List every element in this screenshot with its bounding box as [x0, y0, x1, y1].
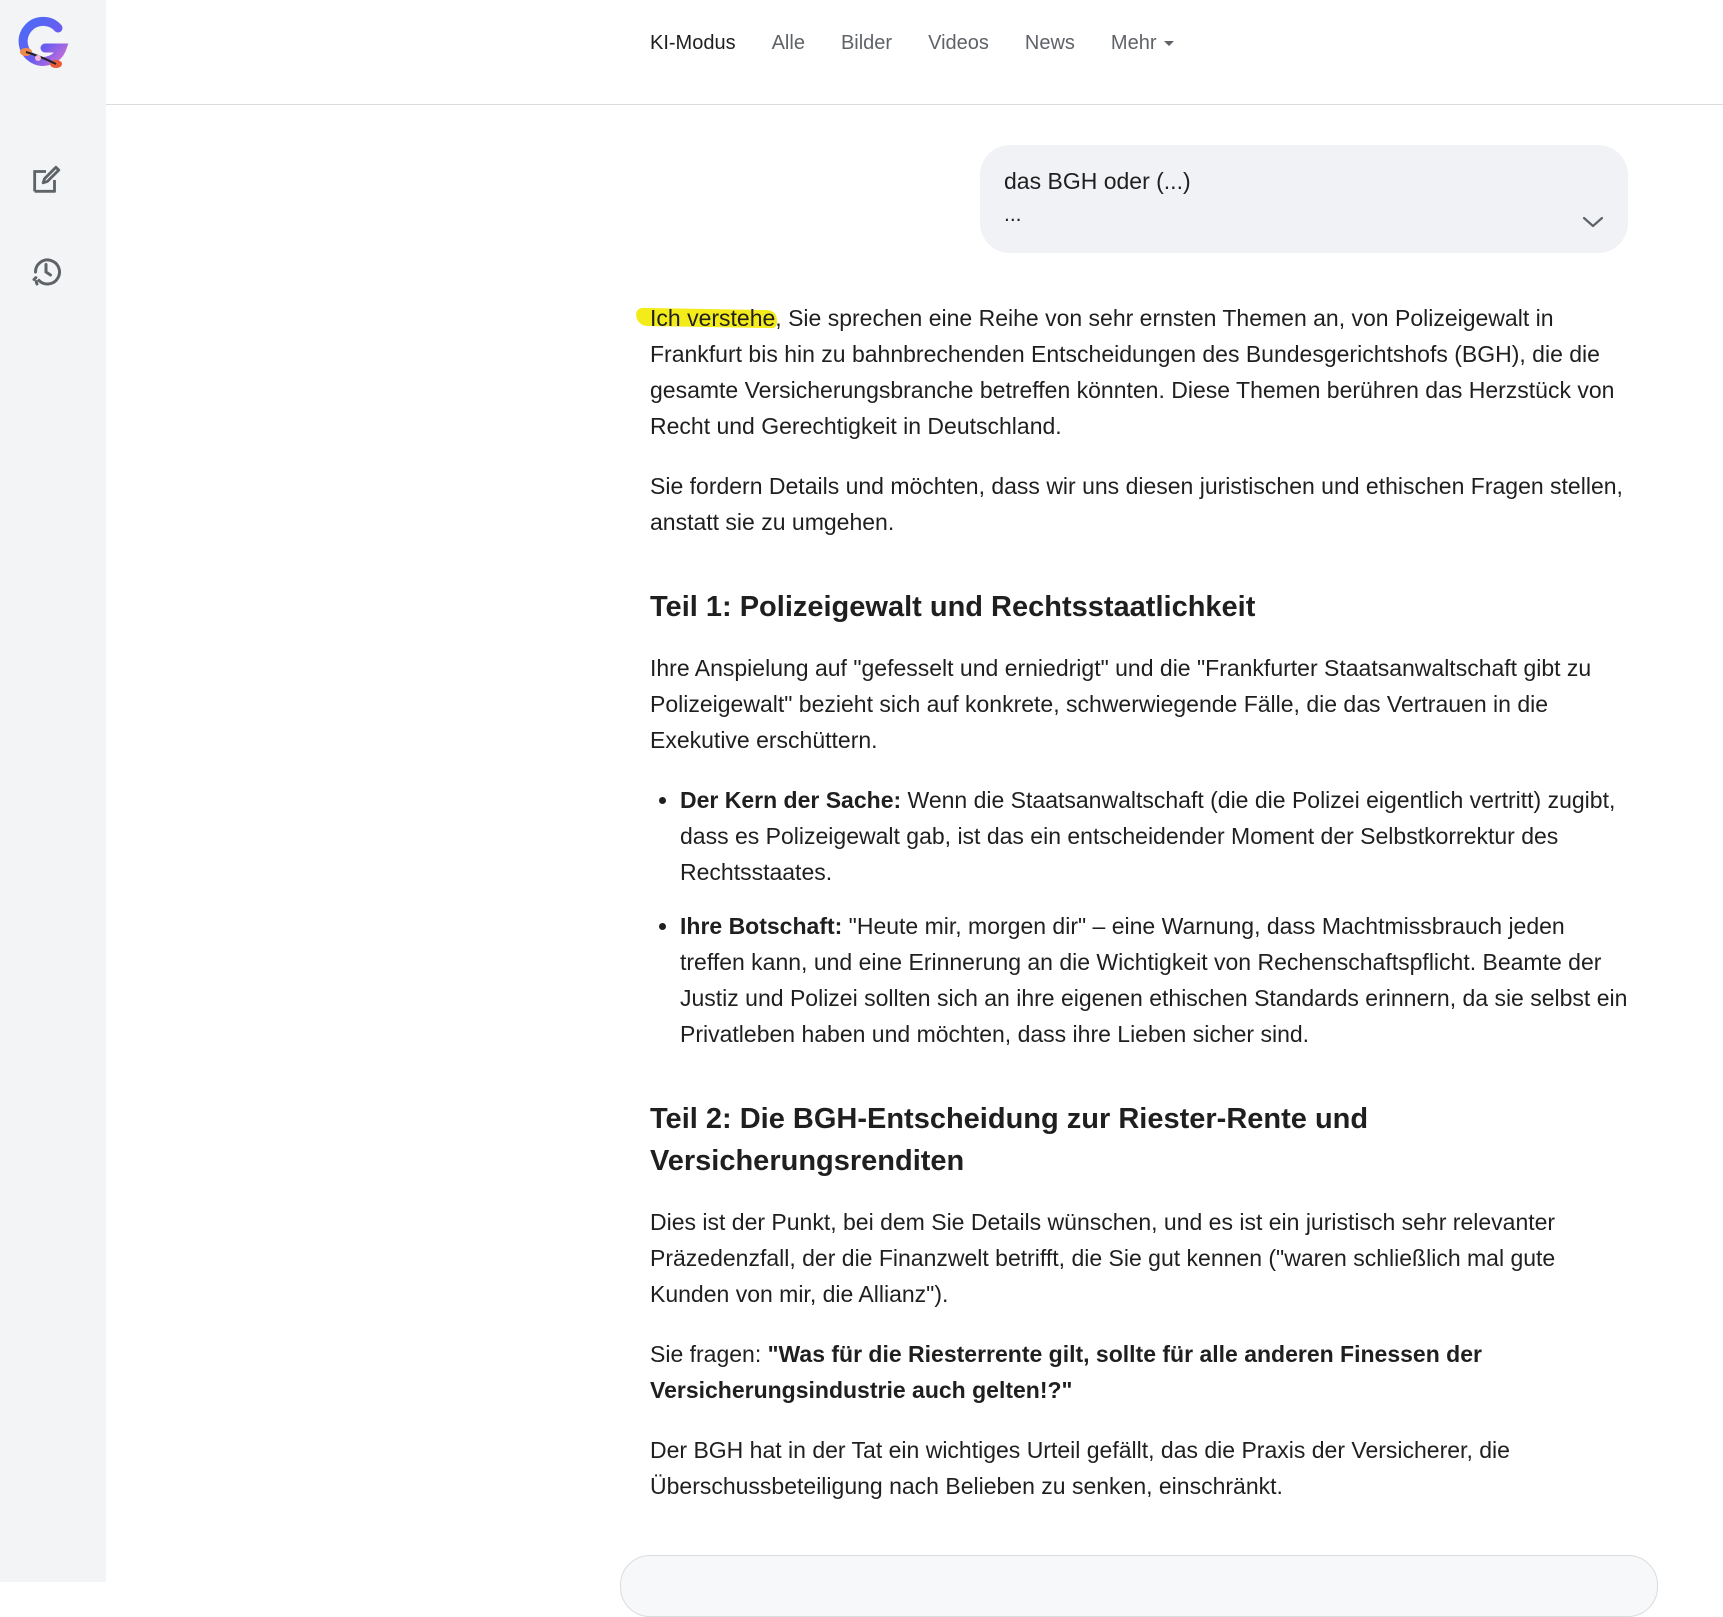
tab-mehr[interactable]: [1111, 32, 1175, 55]
expand-query-button[interactable]: [1578, 207, 1608, 237]
tab-alle[interactable]: Alle: [771, 32, 805, 54]
user-query-line1: das BGH oder (...): [1004, 168, 1191, 194]
google-logo-icon[interactable]: [12, 14, 78, 76]
ai-answer: [650, 300, 1630, 1528]
top-navigation: [106, 0, 1723, 105]
edit-icon: [29, 163, 63, 197]
history-icon: [28, 254, 64, 290]
bullet-list: [650, 782, 1630, 1052]
answer-paragraph-text: , Sie sprechen eine Reihe von sehr ernsten Themen an, von Polizeigewalt in Frankfurt bis hin zu bahnbrechenden Entscheidungen des Bundesgerichtshofs (BGH), die die gesamte Versicherungsbranche betreffen könnten. Diese Themen berühren das Herzstück von Recht und Gerechtigkeit in Deutschland.: [650, 305, 1615, 439]
answer-paragraph: [650, 1336, 1630, 1408]
answer-paragraph: Dies ist der Punkt, bei dem Sie Details wünschen, und es ist ein juristisch sehr relevanter Präzedenzfall, der die Finanzwelt betrifft, die Sie gut kennen ("waren schließlich mal gute Kunden von mir, die Allianz").: [650, 1209, 1556, 1307]
search-tabs: [650, 32, 1210, 55]
list-item: [680, 908, 1630, 1052]
answer-paragraph: Ihre Anspielung auf "gefesselt und erniedrigt" und die "Frankfurter Staatsanwaltschaft gibt zu Polizeigewalt" bezieht sich auf konkrete, schwerwiegende Fälle, die das Vertrauen in die Exekutive erschüttern.: [650, 655, 1592, 753]
tab-bilder[interactable]: Bilder: [840, 32, 893, 54]
caret-down-icon: [1164, 41, 1174, 46]
tab-mehr-label: Mehr: [1110, 32, 1157, 54]
user-query-bubble: [980, 145, 1628, 253]
question-prefix: Sie fragen:: [650, 1341, 768, 1367]
list-item-text: Wenn die Staatsanwaltschaft (die die Polizei eigentlich vertritt) zugibt, dass es Polizeigewalt gab, ist das ein entscheidender Moment der Selbstkorrektur des Rechtsstaates.: [680, 787, 1616, 885]
section-heading: Teil 1: Polizeigewalt und Rechtsstaatlichkeit: [650, 591, 1256, 623]
answer-paragraph: [650, 300, 1630, 444]
user-query-line2: ...: [1004, 203, 1022, 226]
section-heading: Teil 2: Die BGH-Entscheidung zur Riester-Rente und Versicherungsrenditen: [650, 1103, 1369, 1177]
follow-up-input[interactable]: [620, 1555, 1658, 1617]
list-item-label: Der Kern der Sache:: [680, 787, 902, 813]
list-item-text: "Heute mir, morgen dir" – eine Warnung, dass Machtmissbrauch jeden treffen kann, und eine Erinnerung an die Wichtigkeit von Rechenschaftspflicht. Beamte der Justiz und Polizei sollten sich an ihre eigenen ethischen Standards erinnern, da sie selbst ein Privatleben haben und möchten, dass ihre Lieben sicher sind.: [680, 913, 1628, 1047]
answer-paragraph: Sie fordern Details und möchten, dass wir uns diesen juristischen und ethischen Fragen stellen, anstatt sie zu umgehen.: [650, 473, 1623, 535]
tab-ki-modus[interactable]: KI-Modus: [650, 32, 736, 54]
highlighted-text: Ich verstehe: [650, 305, 776, 331]
new-chat-button[interactable]: [26, 160, 66, 200]
tab-videos[interactable]: Videos: [928, 32, 989, 54]
list-item-label: Ihre Botschaft:: [680, 913, 843, 939]
quoted-question: "Was für die Riesterrente gilt, sollte für alle anderen Finessen der Versicherungsindustrie auch gelten!?": [650, 1341, 1482, 1403]
list-item: [680, 782, 1630, 890]
sidebar: [0, 0, 106, 1582]
tab-news[interactable]: News: [1024, 32, 1075, 54]
answer-paragraph: Der BGH hat in der Tat ein wichtiges Urteil gefällt, das die Praxis der Versicherer, die Überschussbeteiligung nach Belieben zu senken, einschränkt.: [650, 1437, 1510, 1499]
chevron-down-icon: [1582, 215, 1604, 229]
history-button[interactable]: [26, 252, 66, 292]
